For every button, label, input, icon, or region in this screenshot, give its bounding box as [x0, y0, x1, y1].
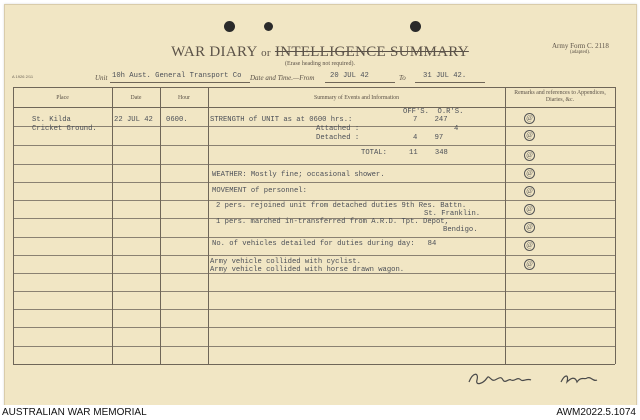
attached-values: 4 [454, 125, 459, 133]
title-or: or [261, 47, 271, 59]
detached-values: 4 97 [413, 134, 444, 142]
footer-source: AUSTRALIAN WAR MEMORIAL [2, 407, 147, 418]
unit-underline [110, 82, 250, 83]
weather-line: WEATHER: Mostly fine; occasional shower. [212, 171, 385, 179]
accident-line-2: Army vehicle collided with horse drawn wagon. [210, 266, 405, 274]
row-line [13, 145, 615, 146]
entry-date: 22 JUL 42 [114, 116, 153, 124]
footer-bar [0, 405, 640, 420]
col-header-summary: Summary of Events and Information [313, 95, 399, 101]
army-form-number [552, 42, 632, 55]
accident-line-1: Army vehicle collided with cyclist. [210, 258, 361, 266]
date-from-underline [325, 82, 395, 83]
form-subtitle: (Erase heading not required). [285, 61, 355, 67]
punch-hole [224, 21, 235, 32]
row-line [13, 164, 615, 165]
movement-line-1: 2 pers. rejoined unit from detached duties 9th Res. Battn. [216, 202, 467, 210]
title-intelligence-summary: INTELLIGENCE SUMMARY [274, 44, 469, 60]
unit-label: Unit [95, 74, 108, 82]
header-divider [13, 107, 615, 108]
col-header-hour: Hour [178, 95, 190, 101]
place-line-1: St. Kilda [32, 116, 71, 124]
row-line [13, 309, 615, 310]
strength-label: STRENGTH of UNIT as at 0600 hrs.: [210, 116, 353, 124]
entry-hour: 0600. [166, 116, 188, 124]
col-line [112, 87, 113, 364]
col-header-remarks: Remarks and references to Appendices, Diaries, &c. [514, 90, 606, 103]
form-title [0, 44, 640, 61]
date-from: 20 JUL 42 [330, 72, 369, 80]
total-values: 11 348 [409, 149, 448, 157]
strength-col-headers: OFF'S. O.R'S. [403, 108, 464, 116]
vehicles-line: No. of vehicles detailed for duties during day: 84 [212, 240, 437, 248]
remark-mark: @ [524, 130, 535, 141]
row-line [13, 126, 615, 127]
row-line [13, 327, 615, 328]
movement-line-1b: St. Franklin. [424, 210, 481, 218]
title-war-diary: WAR DIARY [171, 44, 258, 60]
table-border-bottom [13, 364, 615, 365]
remark-mark: @ [524, 222, 535, 233]
movement-line-2b: Bendigo. [443, 226, 478, 234]
attached-label: Attached : [316, 125, 360, 133]
col-header-date: Date [130, 95, 142, 101]
row-line [13, 255, 615, 256]
handwritten-signature [465, 368, 615, 390]
unit-value: 10h Aust. General Transport Co [112, 72, 242, 80]
col-line [13, 87, 14, 364]
punch-hole [410, 21, 421, 32]
remark-mark: @ [524, 186, 535, 197]
total-label: TOTAL: [361, 149, 387, 157]
row-line [13, 291, 615, 292]
table-border-top [13, 87, 615, 88]
col-header-place: Place [56, 95, 69, 101]
remark-mark: @ [524, 204, 535, 215]
row-line [13, 182, 615, 183]
col-line [160, 87, 161, 364]
catalogue-number: A 1926 2/11 [12, 74, 34, 79]
col-line [505, 87, 506, 364]
detached-label: Detached : [316, 134, 360, 142]
place-line-2: Cricket Ground. [32, 125, 97, 133]
remark-mark: @ [524, 168, 535, 179]
col-line [615, 87, 616, 364]
movement-line-2: 1 pers. marched in-transferred from A.R.D. Tpt. Depot, [216, 218, 449, 226]
remark-mark: @ [524, 150, 535, 161]
army-form-sub: (adapted). [570, 50, 591, 55]
footer-accession: AWM2022.5.1074 [556, 407, 636, 418]
date-to-underline [415, 82, 485, 83]
remark-mark: @ [524, 240, 535, 251]
to-label: To [399, 74, 406, 82]
row-line [13, 346, 615, 347]
date-to: 31 JUL 42. [423, 72, 467, 80]
remark-mark: @ [524, 113, 535, 124]
movement-heading: MOVEMENT of personnel: [212, 187, 307, 195]
col-line [208, 87, 209, 364]
punch-hole [264, 22, 273, 31]
army-form-label: Army Form C. 2118 [552, 42, 609, 50]
strength-values: 7 247 [413, 116, 448, 124]
row-line [13, 237, 615, 238]
remark-mark: @ [524, 259, 535, 270]
date-label: Date and Time.—From [250, 74, 315, 82]
row-line [13, 200, 615, 201]
